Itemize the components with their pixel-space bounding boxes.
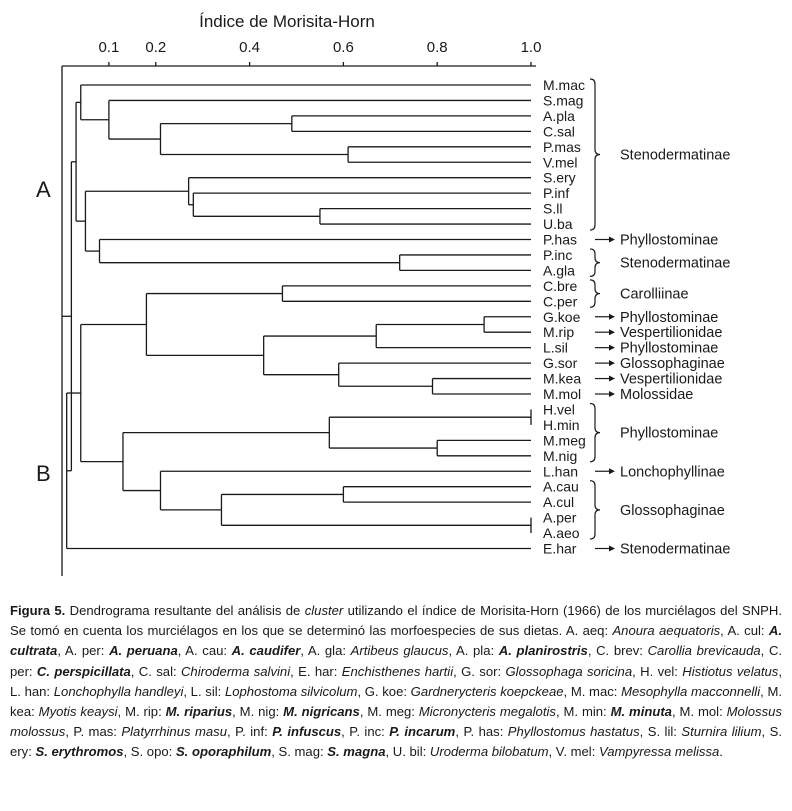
caption-species-name: Glossophaga soricina: [505, 663, 633, 679]
leaf-label-p-inf: P.inf: [543, 185, 570, 202]
leaf-label-a-per: A.per: [543, 509, 577, 526]
caption-species-name: Carollia brevicauda: [647, 643, 761, 659]
leaf-label-m-kea: M.kea: [543, 370, 582, 387]
caption-species-name: C. perspicillata: [36, 663, 131, 679]
leaf-label-a-cau: A.cau: [543, 478, 579, 495]
caption-text: , C. sal:: [130, 663, 181, 679]
leaf-label-p-mas: P.mas: [543, 138, 581, 155]
caption-species-name: Lonchophylla handleyi: [53, 683, 184, 699]
subfamily-molossidae-label: Molossidae: [620, 387, 694, 403]
leaf-label-c-per: C.per: [543, 293, 578, 310]
leaf-label-a-gla: A.gla: [543, 262, 575, 279]
leaf-label-e-har: E.har: [543, 540, 577, 557]
subfamily-stenodermatinae-label: Stenodermatinae: [620, 541, 731, 558]
leaf-label-a-aeo: A.aeo: [543, 525, 580, 542]
tick-label-0-2: 0.2: [145, 39, 167, 56]
caption-text: , S. mag:: [271, 744, 328, 760]
caption-text: , S. lil:: [639, 724, 682, 740]
caption-text: , L. han:: [10, 663, 782, 699]
caption-species-name: Enchisthenes hartii: [341, 663, 454, 679]
caption-text: , M. nig:: [232, 704, 284, 720]
axis-ticks: [98, 39, 541, 66]
caption-species-name: M. nigricans: [283, 704, 360, 720]
caption-text: Dendrograma resultante del análisis de: [65, 603, 305, 618]
caption-text: .: [719, 744, 723, 760]
subfamily-glossophaginae-label: Glossophaginae: [620, 356, 725, 373]
caption-species-name: Myotis keaysi: [38, 704, 118, 720]
leaf-label-s-ll: S.ll: [543, 200, 563, 217]
subfamily-phyllostominae-label: Phyllostominae: [620, 340, 719, 357]
leaf-label-a-pla: A.pla: [543, 107, 575, 124]
subfamily-phyllostominae-arrow-head-icon: [609, 237, 615, 243]
caption-species-name: A. caudifer: [231, 643, 301, 659]
caption-text: , E. har:: [290, 663, 342, 679]
caption-species-name: Chiroderma salvini: [180, 663, 291, 679]
subfamily-carolliinae-label: Carolliinae: [620, 286, 689, 303]
caption-text: , A. per:: [57, 643, 110, 659]
subfamily-phyllostominae-label: Phyllostominae: [620, 232, 719, 249]
caption-text: , G. koe:: [357, 683, 411, 699]
leaf-label-h-vel: H.vel: [543, 401, 575, 418]
leaf-label-g-koe: G.koe: [543, 308, 581, 325]
caption-text: , H. vel:: [632, 663, 683, 679]
axis-title: Índice de Morisita-Horn: [199, 12, 375, 31]
subfamily-phyllostominae-arrow-head-icon: [609, 345, 615, 351]
figure-label: Figura 5.: [10, 603, 66, 618]
subfamily-phyllostominae-brace: [590, 403, 600, 461]
tree-branches: [62, 85, 531, 549]
caption-text: , L. sil:: [183, 683, 225, 699]
caption-species-name: P. incarum: [389, 724, 456, 740]
caption-text: , M. rip:: [117, 704, 166, 720]
caption-species-name: Molossus molossus: [10, 704, 782, 740]
caption-species-name: M. minuta: [610, 704, 672, 720]
caption-text: , A. cul:: [720, 623, 769, 639]
subfamily-stenodermatinae-arrow-head-icon: [609, 546, 615, 552]
group-label-b: B: [36, 461, 51, 486]
caption-text: , P. inc:: [341, 724, 390, 740]
caption-text: , M. mol:: [671, 704, 727, 720]
leaf-label-s-ery: S.ery: [543, 169, 576, 186]
caption-species-name: A. peruana: [109, 643, 178, 659]
tick-label-0-8: 0.8: [426, 39, 448, 56]
caption-text: , M. min:: [555, 704, 611, 720]
leaf-label-c-bre: C.bre: [543, 277, 578, 294]
subfamily-vespertilionidae-label: Vespertilionidae: [620, 325, 723, 342]
caption-text: , A. pla:: [448, 643, 499, 659]
caption-text: , A. cau:: [177, 643, 232, 659]
caption-text: , P. has:: [455, 724, 508, 740]
caption-species-name: Sturnira lilium: [681, 724, 762, 740]
leaf-label-c-sal: C.sal: [543, 123, 575, 140]
subfamily-lonchophyllinae-arrow-head-icon: [609, 468, 615, 474]
leaf-label-h-min: H.min: [543, 416, 580, 433]
caption-text: , G. sor:: [453, 663, 506, 679]
leaf-labels: [543, 77, 586, 557]
caption-text: , C. brev:: [587, 643, 648, 659]
leaf-label-a-cul: A.cul: [543, 494, 575, 511]
leaf-label-l-sil: L.sil: [543, 339, 568, 356]
caption-species-name: Gardnerycteris koepckeae: [410, 683, 564, 699]
subfamily-glossophaginae-label: Glossophaginae: [620, 502, 725, 519]
subfamily-vespertilionidae-label: Vespertilionidae: [620, 371, 723, 388]
caption-species-name: Vampyressa melissa: [598, 744, 720, 760]
figure-caption: [10, 601, 782, 763]
caption-text: utilizando el índice de Morisita-Horn (1966) de los murciélagos del SNPH. Se tomó en cuenta los murciélagos en los que se determinó las morfoespecies de sus dietas. A. aeq:: [10, 603, 783, 639]
subfamily-carolliinae-brace: [590, 280, 600, 307]
caption-species-name: M. riparius: [165, 704, 233, 720]
caption-species-name: A. planirostris: [498, 643, 588, 659]
subfamily-annotations: [590, 79, 730, 558]
subfamily-vespertilionidae-arrow-head-icon: [609, 376, 615, 382]
subfamily-vespertilionidae-arrow-head-icon: [609, 329, 615, 335]
caption-species-name: S. erythromos: [35, 744, 124, 760]
leaf-label-m-nig: M.nig: [543, 447, 578, 464]
subfamily-stenodermatinae-brace: [590, 79, 600, 230]
caption-species-name: Artibeus glaucus: [350, 643, 449, 659]
caption-species-name: Lophostoma silvicolum: [224, 683, 358, 699]
subfamily-stenodermatinae-label: Stenodermatinae: [620, 147, 731, 164]
leaf-label-l-han: L.han: [543, 463, 579, 480]
subfamily-phyllostominae-label: Phyllostominae: [620, 425, 719, 442]
caption-species-name: Micronycteris megalotis: [418, 704, 556, 720]
caption-text: , S. ery:: [10, 724, 782, 760]
caption-text: , A. gla:: [300, 643, 351, 659]
caption-species-name: Mesophylla macconnelli: [621, 683, 761, 699]
leaf-label-g-sor: G.sor: [543, 355, 578, 372]
caption-species-name: cluster: [304, 603, 344, 618]
caption-species-name: A. cultrata: [10, 623, 782, 659]
caption-species-name: Phyllostomus hastatus: [507, 724, 640, 740]
caption-text: , P. mas:: [65, 724, 122, 740]
caption-species-name: Uroderma bilobatum: [429, 744, 549, 760]
caption-species-name: S. magna: [327, 744, 386, 760]
subfamily-phyllostominae-arrow-head-icon: [609, 314, 615, 320]
tick-label-1-0: 1.0: [520, 39, 542, 56]
caption-species-name: Anoura aequatoris: [612, 623, 721, 639]
caption-species-name: P. infuscus: [272, 724, 342, 740]
caption-text: , S. opo:: [123, 744, 176, 760]
caption-text: , M. meg:: [359, 704, 419, 720]
caption-text: , P. inf:: [227, 724, 273, 740]
subfamily-stenodermatinae-label: Stenodermatinae: [620, 255, 731, 272]
leaf-label-p-inc: P.inc: [543, 246, 573, 263]
subfamily-glossophaginae-brace: [590, 481, 600, 539]
leaf-label-v-mel: V.mel: [543, 154, 578, 171]
caption-body: [10, 603, 782, 759]
caption-text: , M. kea:: [10, 683, 782, 720]
caption-text: , M. mac:: [563, 683, 622, 699]
subfamily-lonchophyllinae-label: Lonchophyllinae: [620, 464, 725, 481]
caption-text: , U. bil:: [385, 744, 430, 760]
leaf-label-u-ba: U.ba: [543, 216, 573, 233]
tick-label-0-6: 0.6: [332, 39, 354, 56]
caption-text: , C. per:: [10, 643, 783, 679]
caption-text: , V. mel:: [548, 744, 599, 760]
subfamily-stenodermatinae-brace: [590, 249, 600, 276]
caption-species-name: S. oporaphilum: [175, 744, 272, 760]
leaf-label-m-rip: M.rip: [543, 324, 575, 341]
caption-species-name: Platyrrhinus masu: [121, 724, 228, 740]
tick-label-0-4: 0.4: [239, 39, 261, 56]
group-label-a: A: [36, 177, 51, 202]
tick-label-0-1: 0.1: [98, 39, 120, 56]
subfamily-molossidae-arrow-head-icon: [609, 391, 615, 397]
leaf-label-s-mag: S.mag: [543, 92, 584, 109]
caption-species-name: Histiotus velatus: [682, 663, 779, 679]
subfamily-glossophaginae-arrow-head-icon: [609, 360, 615, 366]
leaf-label-m-meg: M.meg: [543, 432, 586, 449]
leaf-label-m-mol: M.mol: [543, 386, 582, 402]
leaf-label-m-mac: M.mac: [543, 77, 585, 93]
leaf-label-p-has: P.has: [543, 231, 577, 248]
subfamily-phyllostominae-label: Phyllostominae: [620, 309, 719, 326]
